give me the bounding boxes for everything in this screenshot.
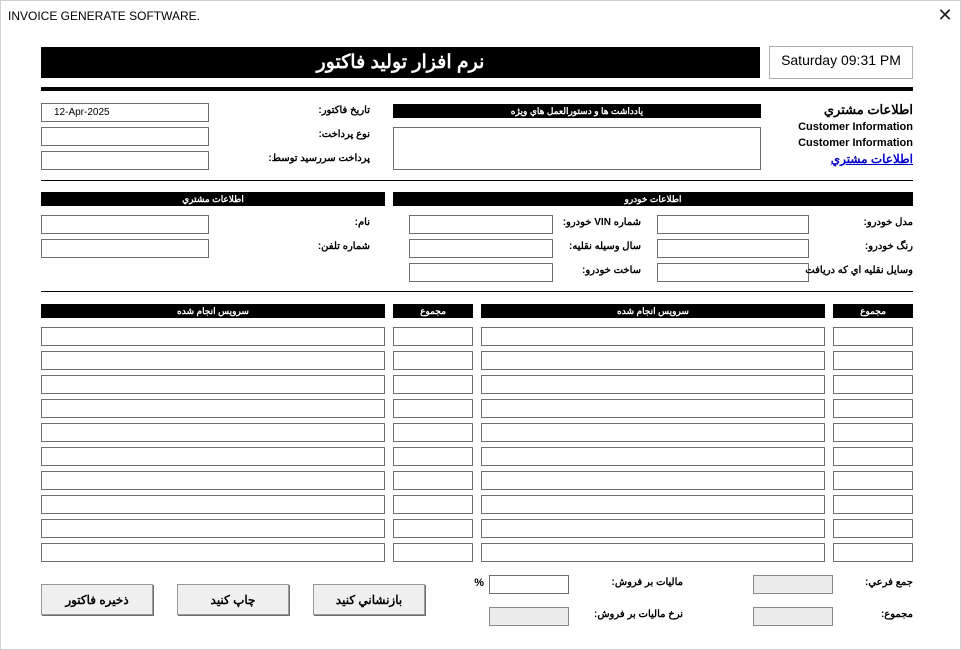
left-total-field[interactable]: [393, 399, 473, 418]
right-service-header: سرويس انجام شده: [481, 304, 825, 318]
vehicle-make-field[interactable]: [409, 263, 553, 282]
vehicle-color-field[interactable]: [657, 239, 809, 258]
left-total-field[interactable]: [393, 519, 473, 538]
right-total-field[interactable]: [833, 375, 913, 394]
left-service-field[interactable]: [41, 447, 385, 466]
vehicle-model-label: مدل خودرو:: [863, 217, 913, 228]
right-service-field[interactable]: [481, 447, 825, 466]
left-total-field[interactable]: [393, 375, 473, 394]
left-service-field[interactable]: [41, 399, 385, 418]
percent-sign: %: [474, 577, 484, 589]
right-total-field[interactable]: [833, 351, 913, 370]
customer-info-title: اطلاعات مشتري: [823, 102, 913, 117]
customer-name-field[interactable]: [41, 215, 209, 234]
left-service-field[interactable]: [41, 519, 385, 538]
right-total-field[interactable]: [833, 327, 913, 346]
right-service-field[interactable]: [481, 375, 825, 394]
left-total-field[interactable]: [393, 495, 473, 514]
subtotal-label: جمع فرعي:: [865, 577, 913, 588]
invoice-date-value: 12-Apr-2025: [54, 107, 110, 118]
right-service-field[interactable]: [481, 351, 825, 370]
right-service-field[interactable]: [481, 471, 825, 490]
left-total-field[interactable]: [393, 471, 473, 490]
vehicle-year-field[interactable]: [409, 239, 553, 258]
left-total-field[interactable]: [393, 447, 473, 466]
customer-info-line1: Customer Information: [798, 121, 913, 133]
right-total-field[interactable]: [833, 519, 913, 538]
save-invoice-button[interactable]: ذخيره فاکتور: [41, 584, 153, 615]
right-service-field[interactable]: [481, 519, 825, 538]
due-by-label: پرداخت سررسید توسط:: [268, 153, 370, 164]
vehicle-received-field[interactable]: [657, 263, 809, 282]
subtotal-field: [753, 575, 833, 594]
left-total-field[interactable]: [393, 351, 473, 370]
notes-textarea[interactable]: [393, 127, 761, 170]
invoice-date-field[interactable]: [41, 103, 209, 122]
print-button[interactable]: چاپ كنيد: [177, 584, 289, 615]
sales-tax-rate-field: [489, 607, 569, 626]
sales-tax-rate-label: نرخ ماليات بر فروش:: [594, 609, 683, 620]
left-service-field[interactable]: [41, 327, 385, 346]
vehicle-section-header: اطلاعات خودرو: [393, 192, 913, 206]
right-service-field[interactable]: [481, 495, 825, 514]
total-label: مجموع:: [880, 609, 913, 620]
left-service-header: سرويس انجام شده: [41, 304, 385, 318]
window-title: INVOICE GENERATE SOFTWARE.: [8, 9, 201, 23]
left-service-field[interactable]: [41, 375, 385, 394]
right-total-field[interactable]: [833, 447, 913, 466]
customer-phone-label: شماره تلفن:: [317, 241, 370, 252]
vehicle-year-label: سال وسيله نقليه:: [568, 241, 641, 252]
right-total-field[interactable]: [833, 543, 913, 562]
left-service-field[interactable]: [41, 423, 385, 442]
vehicle-vin-label: شماره VIN خودرو:: [562, 217, 641, 228]
left-total-field[interactable]: [393, 423, 473, 442]
customer-info-line2: Customer Information: [798, 137, 913, 149]
vehicle-received-label: وسایل نقلیه اي كه دريافت: [805, 265, 913, 276]
customer-info-link[interactable]: اطلاعات مشتري: [830, 152, 913, 166]
left-total-field[interactable]: [393, 543, 473, 562]
app-banner: نرم افزار تولید فاکتور: [41, 47, 760, 78]
due-by-field[interactable]: [41, 151, 209, 170]
customer-section-header: اطلاعات مشتري: [41, 192, 385, 206]
left-total-header: مجموع: [393, 304, 473, 318]
payment-type-label: نوع پرداخت:: [318, 129, 370, 140]
notes-header: يادداشت ها و دستورالعمل هاي ويژه: [393, 104, 761, 118]
right-total-field[interactable]: [833, 423, 913, 442]
customer-phone-field[interactable]: [41, 239, 209, 258]
clock-display: Saturday 09:31 PM: [769, 46, 913, 79]
section-divider-2: [41, 291, 913, 292]
right-total-field[interactable]: [833, 399, 913, 418]
right-total-header: مجموع: [833, 304, 913, 318]
left-total-field[interactable]: [393, 327, 473, 346]
header-divider: [41, 87, 913, 91]
close-icon[interactable]: ✕: [937, 5, 953, 25]
left-service-field[interactable]: [41, 351, 385, 370]
right-total-field[interactable]: [833, 495, 913, 514]
sales-tax-label: ماليات بر فروش:: [611, 577, 683, 588]
right-service-field[interactable]: [481, 399, 825, 418]
sales-tax-field[interactable]: [489, 575, 569, 594]
right-service-field[interactable]: [481, 543, 825, 562]
customer-name-label: نام:: [354, 217, 370, 228]
vehicle-model-field[interactable]: [657, 215, 809, 234]
total-field: [753, 607, 833, 626]
vehicle-vin-field[interactable]: [409, 215, 553, 234]
vehicle-make-label: ساخت خودرو:: [582, 265, 641, 276]
left-service-field[interactable]: [41, 471, 385, 490]
invoice-date-label: تاريخ فاکتور:: [318, 105, 370, 116]
right-service-field[interactable]: [481, 327, 825, 346]
reset-button[interactable]: بازنشاني كنيد: [313, 584, 425, 615]
right-total-field[interactable]: [833, 471, 913, 490]
left-service-field[interactable]: [41, 495, 385, 514]
payment-type-field[interactable]: [41, 127, 209, 146]
left-service-field[interactable]: [41, 543, 385, 562]
right-service-field[interactable]: [481, 423, 825, 442]
section-divider-1: [41, 180, 913, 181]
vehicle-color-label: رنگ خودرو:: [864, 241, 913, 252]
